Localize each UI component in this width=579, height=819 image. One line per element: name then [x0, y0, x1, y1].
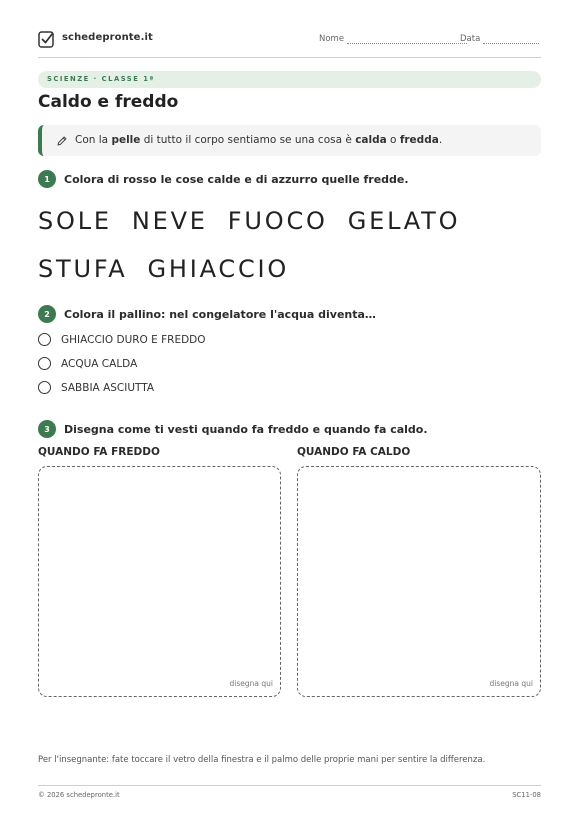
page-title: Caldo e freddo — [38, 92, 179, 112]
answer-option[interactable] — [38, 357, 137, 370]
step-number-badge: 3 — [38, 420, 56, 438]
answer-option-label: ACQUA CALDA — [61, 357, 138, 370]
drawing-hint: disegna qui — [489, 679, 533, 688]
name-label: Nome — [319, 34, 345, 44]
header — [38, 29, 541, 58]
radio-circle[interactable] — [38, 381, 51, 394]
step-number-badge: 1 — [38, 170, 56, 188]
name-field[interactable] — [319, 34, 467, 44]
word-item[interactable]: GHIACCIO — [147, 255, 290, 283]
cold-drawing-area[interactable] — [38, 466, 281, 697]
step-2 — [38, 305, 376, 323]
word-item[interactable]: NEVE — [131, 207, 208, 235]
drawing-hint: disegna qui — [229, 679, 273, 688]
subject-pill — [38, 71, 541, 88]
info-text-part: . — [438, 134, 443, 146]
radio-circle[interactable] — [38, 357, 51, 370]
worksheet-page — [38, 0, 541, 819]
step-instruction: Colora di rosso le cose calde e di azzurro quelle fredde. — [64, 172, 409, 186]
word-item[interactable]: STUFA — [38, 255, 128, 283]
checkbox-logo-icon — [38, 30, 55, 49]
answer-option-label: GHIACCIO DURO E FREDDO — [61, 333, 206, 346]
copyright: © 2026 schedepronte.it — [38, 791, 120, 799]
info-box — [38, 125, 541, 156]
brand-name: schedepronte.it — [62, 32, 153, 43]
info-bold-pelle: pelle — [111, 134, 141, 146]
step-instruction: Disegna come ti vesti quando fa freddo e quando fa caldo. — [64, 422, 428, 436]
teacher-note: Per l'insegnante: fate toccare il vetro della finestra e il palmo delle proprie mani per sentire la differenza. — [38, 755, 486, 765]
pencil-icon — [56, 135, 68, 147]
answer-option-label: SABBIA ASCIUTTA — [61, 381, 155, 394]
info-text-part: di tutto il corpo sentiamo se una cosa è — [140, 134, 356, 146]
cold-column-label: QUANDO FA FREDDO — [38, 446, 160, 458]
name-line[interactable] — [347, 35, 467, 44]
date-label: Data — [460, 34, 481, 44]
word-item[interactable]: GELATO — [347, 207, 461, 235]
step-instruction: Colora il pallino: nel congelatore l'acqua diventa… — [64, 307, 376, 321]
info-bold-calda: calda — [355, 134, 387, 146]
hot-column-label: QUANDO FA CALDO — [297, 446, 411, 458]
word-list — [38, 197, 541, 293]
date-field[interactable] — [460, 34, 539, 44]
date-line[interactable] — [483, 35, 539, 44]
worksheet-code: SC11-08 — [512, 791, 541, 799]
info-text-part: Con la — [75, 134, 112, 146]
step-1 — [38, 170, 409, 188]
footer — [38, 785, 541, 799]
step-number-badge: 2 — [38, 305, 56, 323]
info-text-part: o — [386, 134, 400, 146]
word-item[interactable]: SOLE — [38, 207, 112, 235]
info-text — [75, 134, 442, 146]
info-bold-fredda: fredda — [399, 134, 439, 146]
answer-option[interactable] — [38, 381, 154, 394]
step-3 — [38, 420, 428, 438]
subject-label: SCIENZE · CLASSE 1ª — [47, 75, 155, 83]
word-item[interactable]: FUOCO — [227, 207, 328, 235]
answer-option[interactable] — [38, 333, 206, 346]
hot-drawing-area[interactable] — [297, 466, 541, 697]
radio-circle[interactable] — [38, 333, 51, 346]
